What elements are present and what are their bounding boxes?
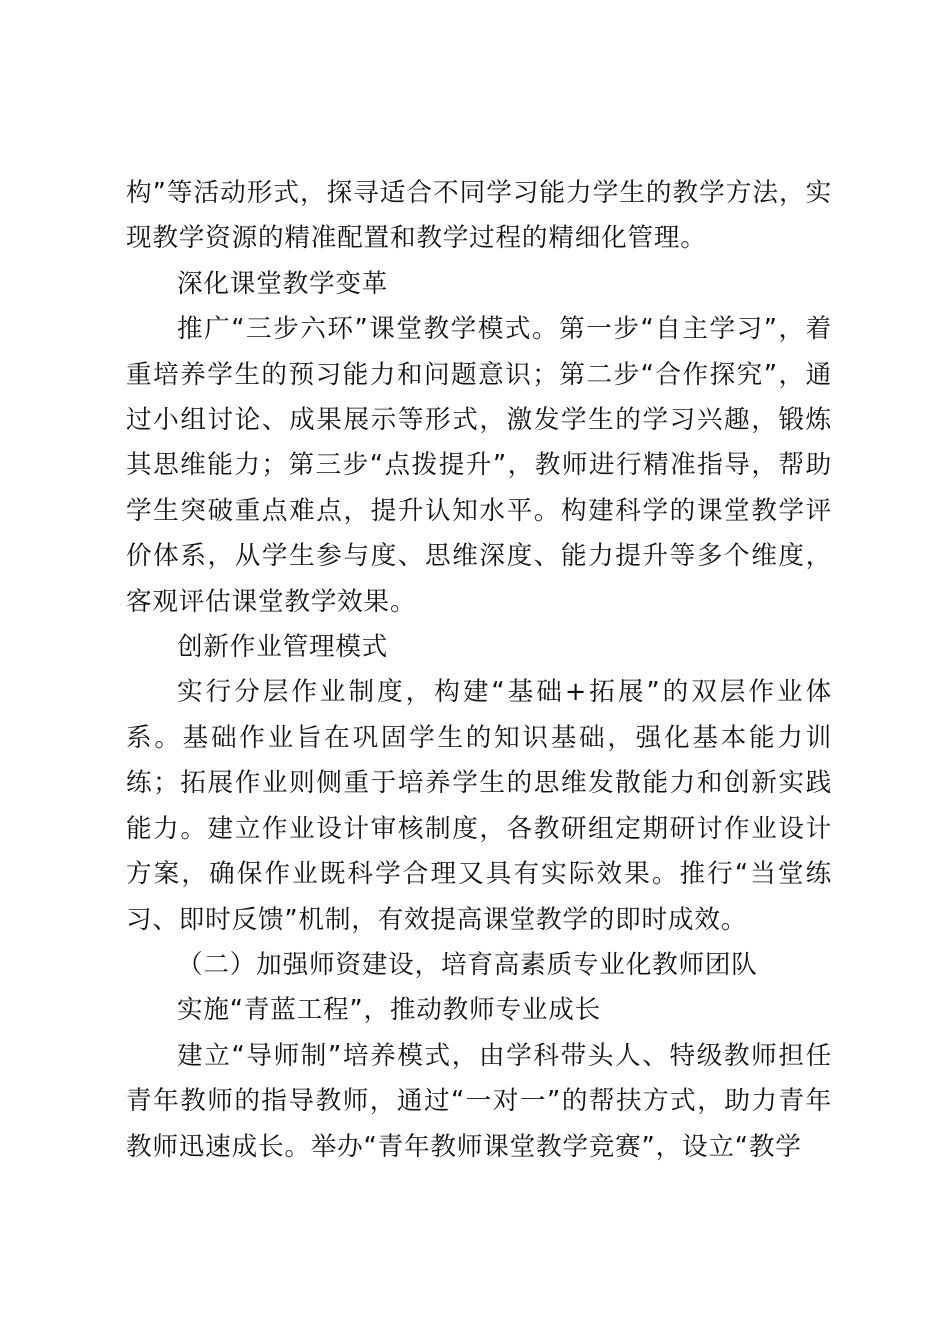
section-heading-teacher-development: （二）加强师资建设，培育高素质专业化教师团队 [177,949,758,980]
heading-classroom-reform: 深化课堂教学变革 [177,268,389,299]
heading-qinglan-project: 实施“青蓝工程”，推动教师专业成长 [177,995,602,1026]
document-body [126,171,832,1170]
paragraph-homework-management: 实行分层作业制度，构建“基础+拓展”的双层作业体系。基础作业旨在巩固学生的知识基础，强化基本能力训练；拓展作业则侧重于培养学生的思维发散能力和创新实践能力。建立作业设计审核制度，各教研组定期研讨作业设计方案，确保作业既科学合理又具有实际效果。推行“当堂练习、即时反馈”机制，有效提高课堂教学的即时成效。 [126,677,832,935]
paragraph-continuation: 构”等活动形式，探寻适合不同学习能力学生的教学方法，实现教学资源的精准配置和教学过程的精细化管理。 [126,178,832,254]
paragraph-mentor-system: 建立“导师制”培养模式，由学科带头人、特级教师担任青年教师的指导教师，通过“一对一”的帮扶方式，助力青年教师迅速成长。举办“青年教师课堂教学竞赛”，设立“教学 [126,1040,832,1162]
paragraph-classroom-reform: 推广“三步六环”课堂教学模式。第一步“自主学习”，着重培养学生的预习能力和问题意识；第二步“合作探究”，通过小组讨论、成果展示等形式，激发学生的学习兴趣，锻炼其思维能力；第三步“点拨提升”，教师进行精准指导，帮助学生突破重点难点，提升认知水平。构建科学的课堂教学评价体系，从学生参与度、思维深度、能力提升等多个维度，客观评估课堂教学效果。 [126,314,832,617]
heading-homework-management: 创新作业管理模式 [177,632,389,663]
